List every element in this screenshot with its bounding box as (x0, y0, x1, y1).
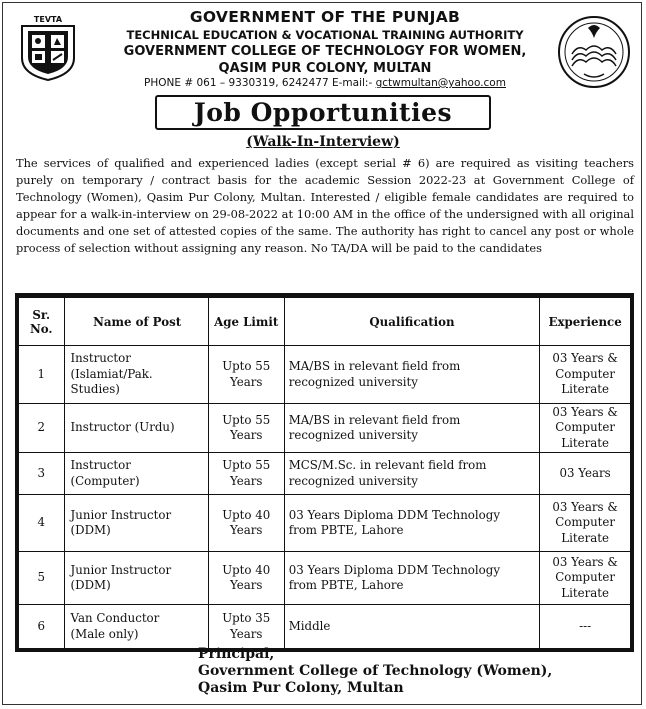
cell-sr: 6 (19, 605, 65, 649)
cell-post: Instructor (Computer) (64, 453, 208, 495)
cell-qualification: 03 Years Diploma DDM Technology from PBTE, Lahore (284, 495, 540, 552)
cell-age: Upto 40 Years (208, 552, 284, 605)
header-government: GOVERNMENT OF THE PUNJAB (189, 8, 461, 26)
signature-address: Qasim Pur Colony, Multan (198, 680, 404, 696)
signature-title: Principal, (198, 646, 275, 662)
header-age-limit: Age Limit (208, 298, 284, 346)
jobs-table (18, 297, 631, 649)
cell-age: Upto 55 Years (208, 453, 284, 495)
cell-qualification: MA/BS in relevant field from recognized university (284, 404, 540, 453)
table-header-row (19, 298, 631, 346)
jobs-table-frame (15, 293, 634, 652)
tevta-logo-label: TEVTA (33, 15, 63, 24)
header-location: QASIM PUR COLONY, MULTAN (218, 61, 432, 76)
cell-age: Upto 40 Years (208, 495, 284, 552)
cell-age: Upto 35 Years (208, 605, 284, 649)
cell-qualification: 03 Years Diploma DDM Technology from PBTE, Lahore (284, 552, 540, 605)
header-name-of-post: Name of Post (64, 298, 208, 346)
cell-post: Van Conductor (Male only) (64, 605, 208, 649)
table-row (19, 605, 631, 649)
cell-sr: 5 (19, 552, 65, 605)
header-authority: TECHNICAL EDUCATION & VOCATIONAL TRAINING AUTHORITY (126, 28, 524, 42)
header-sr-no: Sr. No. (19, 298, 65, 346)
table-row (19, 346, 631, 404)
cell-qualification: Middle (284, 605, 540, 649)
cell-experience: --- (540, 605, 631, 649)
cell-sr: 3 (19, 453, 65, 495)
cell-qualification: MCS/M.Sc. in relevant field from recognized university (284, 453, 540, 495)
signature-block (198, 646, 552, 697)
header-contact (95, 77, 555, 89)
signature-college: Government College of Technology (Women), (198, 663, 553, 679)
table-row (19, 404, 631, 453)
header-phone: PHONE # 061 – 9330319, 6242477 E-mail:- (144, 77, 376, 89)
tevta-logo (16, 14, 80, 82)
cell-post: Instructor (Islamiat/Pak. Studies) (64, 346, 208, 404)
cell-sr: 2 (19, 404, 65, 453)
cell-qualification: MA/BS in relevant field from recognized university (284, 346, 540, 404)
table-row (19, 495, 631, 552)
cell-experience: 03 Years & Computer Literate (540, 495, 631, 552)
cell-age: Upto 55 Years (208, 346, 284, 404)
cell-post: Junior Instructor (DDM) (64, 552, 208, 605)
cell-age: Upto 55 Years (208, 404, 284, 453)
cell-post: Junior Instructor (DDM) (64, 495, 208, 552)
header-college: GOVERNMENT COLLEGE OF TECHNOLOGY FOR WOMEN, (123, 44, 527, 59)
table-row (19, 552, 631, 605)
cell-post: Instructor (Urdu) (64, 404, 208, 453)
cell-sr: 4 (19, 495, 65, 552)
header-email: gctwmultan@yahoo.com (375, 77, 506, 89)
cell-experience: 03 Years (540, 453, 631, 495)
page-subtitle (0, 134, 646, 150)
punjab-seal-icon (556, 14, 632, 90)
subtitle-text: (Walk-In-Interview) (246, 134, 400, 150)
cell-experience: 03 Years & Computer Literate (540, 404, 631, 453)
header-qualification: Qualification (284, 298, 540, 346)
cell-experience: 03 Years & Computer Literate (540, 552, 631, 605)
page-title: Job Opportunities (155, 95, 491, 130)
table-row (19, 453, 631, 495)
cell-sr: 1 (19, 346, 65, 404)
intro-paragraph: The services of qualified and experienced ladies (except serial # 6) are required as visiting teachers purely on temporary / contract basis for the academic Session 2022-23 at Government College of Technology (Women), Qasim Pur Colony, Multan. Interested / eligible female candidates are required to appear for a walk-in-interview on 29-08-2022 at 10:00 AM in the office of the undersigned with all original documents and one set of attested copies of the same. The authority has right to cancel any post or whole process of selection without assigning any reason. No TA/DA will be paid to the candidates (16, 156, 634, 255)
header-experience: Experience (540, 298, 631, 346)
cell-experience: 03 Years & Computer Literate (540, 346, 631, 404)
